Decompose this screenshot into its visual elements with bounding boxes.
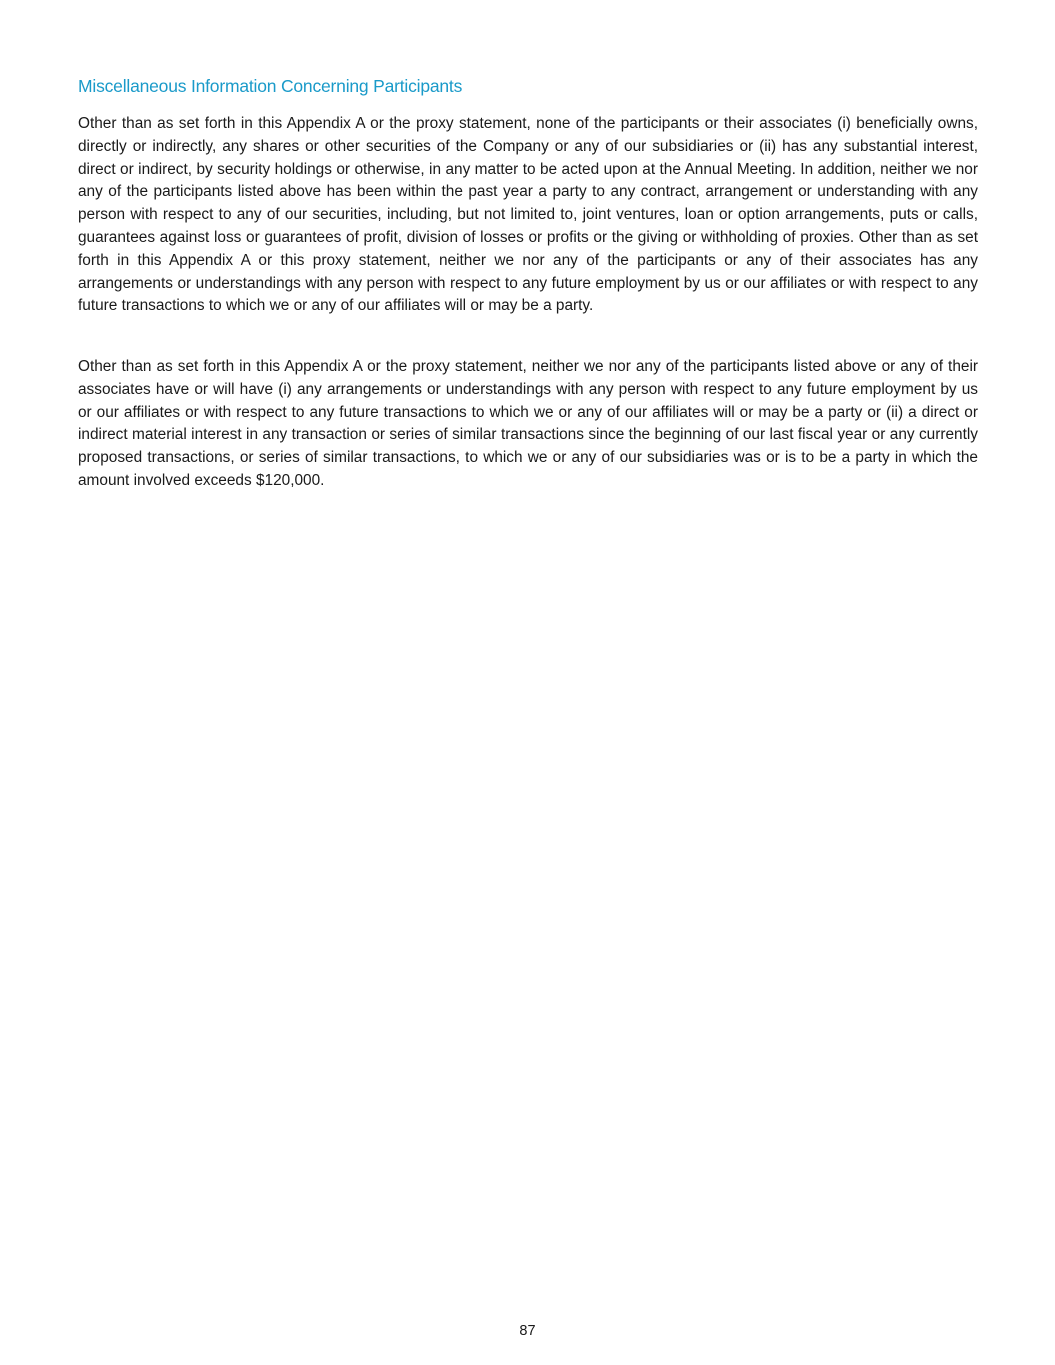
body-paragraph-1: Other than as set forth in this Appendix A or the proxy statement, none of the participants or their associates (i) beneficially owns, directly or indirectly, any shares or other securities of the Company or any of our subsidiaries or (ii) has any substantial interest, direct or indirect, by security holdings or otherwise, in any matter to be acted upon at the Annual Meeting. In addition, neither we nor any of the participants listed above has been within the past year a party to any contract, arrangement or understanding with any person with respect to any of our securities, including, but not limited to, joint ventures, loan or option arrangements, puts or calls, guarantees against loss or guarantees of profit, division of losses or profits or the giving or withholding of proxies. Other than as set forth in this Appendix A or this proxy statement, neither we nor any of the participants or any of their associates has any arrangements or understandings with any person with respect to any future employment by us or our affiliates or with respect to any future transactions to which we or any of our affiliates will or may be a party. xyxy=(78,115,978,315)
page-number: 87 xyxy=(519,1323,536,1339)
body-paragraph-2: Other than as set forth in this Appendix A or the proxy statement, neither we nor any of the participants listed above or any of their associates have or will have (i) any arrangements or understandings with any person with respect to any future employment by us or our affiliates or with respect to any future transactions to which we or any of our affiliates will or may be a party or (ii) a direct or indirect material interest in any transaction or series of similar transactions since the beginning of our last fiscal year or any currently proposed transactions, or series of similar transactions, to which we or any of our subsidiaries was or is to be a party in which the amount involved exceeds $120,000. xyxy=(78,358,978,489)
section-heading: Miscellaneous Information Concerning Participants xyxy=(78,76,463,96)
